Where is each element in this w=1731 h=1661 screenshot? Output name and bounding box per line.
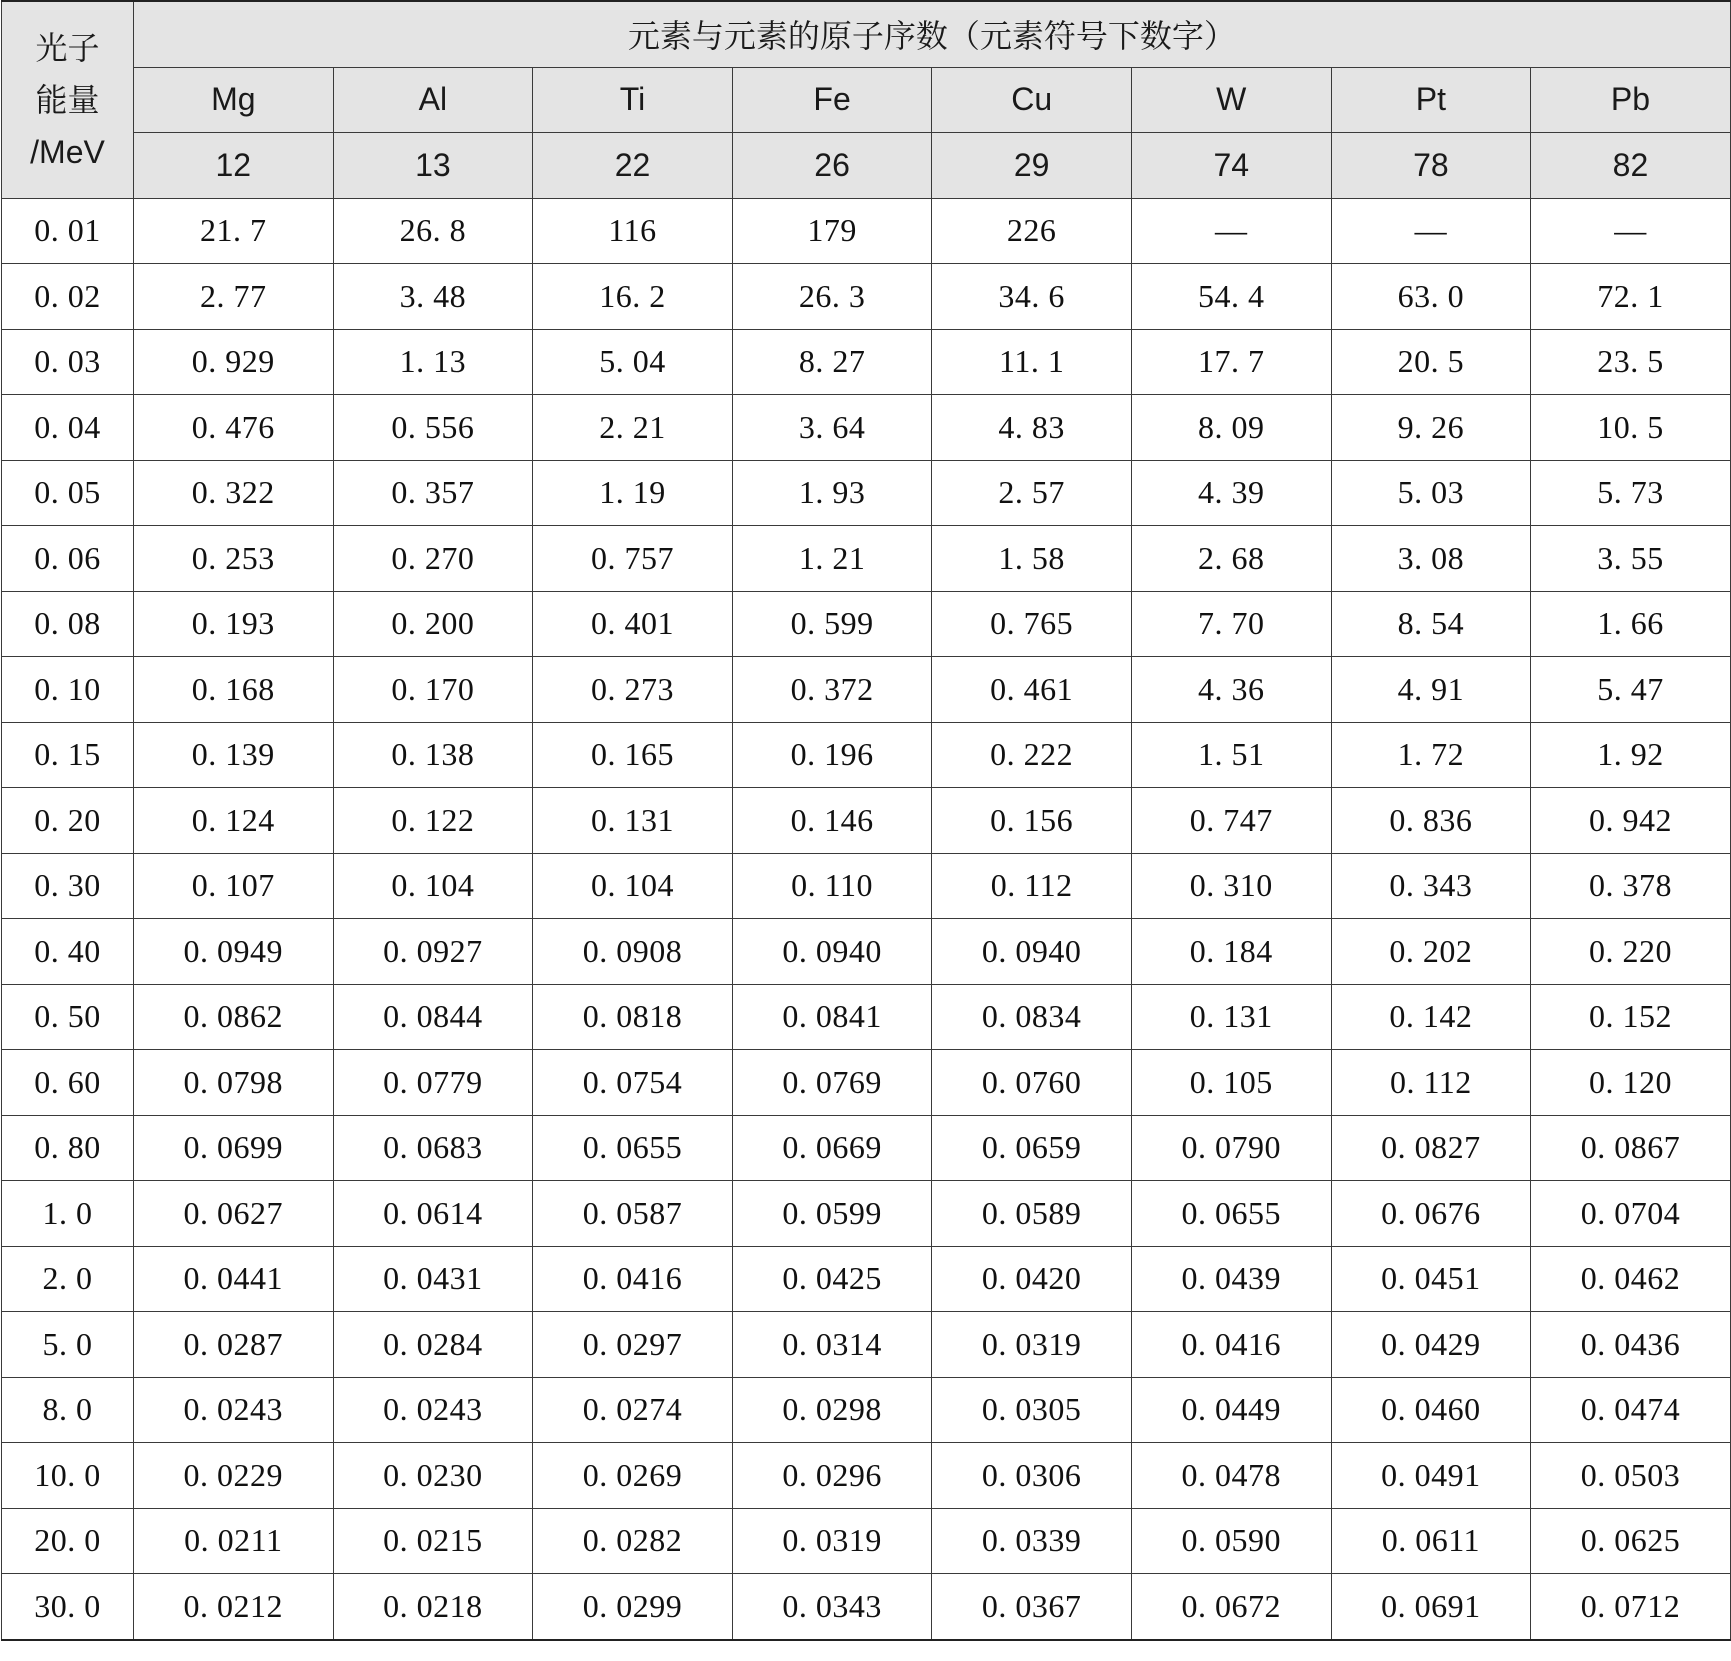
value-cell: 0. 0425 [732,1246,932,1312]
value-cell: 1. 93 [732,460,932,526]
table-row [2,460,1731,526]
value-cell: 0. 0927 [333,919,533,985]
value-cell: 0. 0319 [732,1508,932,1574]
value-cell: — [1531,198,1731,264]
photon-energy-cell: 0. 04 [2,395,134,461]
value-cell: 8. 27 [732,329,932,395]
header-row-symbols [2,67,1731,133]
photon-energy-cell: 8. 0 [2,1377,134,1443]
value-cell: 0. 0451 [1331,1246,1531,1312]
value-cell: 1. 58 [932,526,1132,592]
value-cell: 20. 5 [1331,329,1531,395]
value-cell: 1. 66 [1531,591,1731,657]
table-row [2,1508,1731,1574]
value-cell: 0. 131 [1131,984,1331,1050]
atomic-number: 26 [732,133,932,199]
value-cell: 0. 139 [134,722,334,788]
value-cell: 72. 1 [1531,264,1731,330]
atomic-number: 13 [333,133,533,199]
value-cell: 0. 0319 [932,1312,1132,1378]
value-cell: 0. 0699 [134,1115,334,1181]
table-row [2,1246,1731,1312]
element-symbol: Pt [1331,67,1531,133]
photon-energy-header [2,1,134,198]
table-header [2,1,1731,198]
value-cell: 0. 929 [134,329,334,395]
value-cell: 226 [932,198,1132,264]
value-cell: 0. 120 [1531,1050,1731,1116]
table-row [2,395,1731,461]
value-cell: 0. 0940 [932,919,1132,985]
value-cell: 0. 165 [533,722,733,788]
value-cell: 0. 476 [134,395,334,461]
value-cell: 0. 170 [333,657,533,723]
value-cell: 0. 942 [1531,788,1731,854]
value-cell: 0. 757 [533,526,733,592]
value-cell: 0. 0339 [932,1508,1132,1574]
table-row [2,264,1731,330]
value-cell: 1. 19 [533,460,733,526]
value-cell: 0. 0676 [1331,1181,1531,1247]
photon-energy-cell: 0. 05 [2,460,134,526]
value-cell: 0. 0306 [932,1443,1132,1509]
value-cell: 5. 47 [1531,657,1731,723]
value-cell: 0. 0439 [1131,1246,1331,1312]
value-cell: 3. 48 [333,264,533,330]
table-row [2,1443,1731,1509]
value-cell: 0. 0243 [134,1377,334,1443]
value-cell: 0. 0704 [1531,1181,1731,1247]
value-cell: 2. 57 [932,460,1132,526]
table-row [2,919,1731,985]
value-cell: 0. 0218 [333,1574,533,1640]
value-cell: 0. 0672 [1131,1574,1331,1640]
value-cell: 0. 372 [732,657,932,723]
table-row [2,1115,1731,1181]
value-cell: 34. 6 [932,264,1132,330]
value-cell: 0. 124 [134,788,334,854]
photon-energy-cell: 0. 01 [2,198,134,264]
value-cell: 0. 152 [1531,984,1731,1050]
value-cell: 0. 0862 [134,984,334,1050]
value-cell: 0. 765 [932,591,1132,657]
value-cell: 54. 4 [1131,264,1331,330]
table-row [2,1574,1731,1640]
photon-energy-cell: 20. 0 [2,1508,134,1574]
value-cell: 0. 0834 [932,984,1132,1050]
element-symbol: Mg [134,67,334,133]
value-cell: 0. 0274 [533,1377,733,1443]
table-row [2,1312,1731,1378]
value-cell: 0. 0503 [1531,1443,1731,1509]
value-cell: 5. 73 [1531,460,1731,526]
value-cell: 0. 273 [533,657,733,723]
value-cell: 0. 0420 [932,1246,1132,1312]
table-row [2,657,1731,723]
value-cell: 116 [533,198,733,264]
value-cell: 0. 0655 [1131,1181,1331,1247]
value-cell: 0. 0441 [134,1246,334,1312]
table-row [2,591,1731,657]
value-cell: 26. 8 [333,198,533,264]
value-cell: 0. 0416 [533,1246,733,1312]
value-cell: 0. 0827 [1331,1115,1531,1181]
photon-energy-cell: 30. 0 [2,1574,134,1640]
value-cell: 0. 196 [732,722,932,788]
table-row [2,722,1731,788]
element-symbol: Fe [732,67,932,133]
value-cell: 0. 0614 [333,1181,533,1247]
value-cell: 11. 1 [932,329,1132,395]
header-row-group [2,1,1731,67]
value-cell: 0. 461 [932,657,1132,723]
value-cell: 0. 0429 [1331,1312,1531,1378]
element-symbol: Al [333,67,533,133]
photon-energy-cell: 0. 10 [2,657,134,723]
value-cell: 0. 0314 [732,1312,932,1378]
value-cell: 1. 13 [333,329,533,395]
table-row [2,1377,1731,1443]
value-cell: 10. 5 [1531,395,1731,461]
photon-energy-cell: 0. 30 [2,853,134,919]
value-cell: 0. 0655 [533,1115,733,1181]
value-cell: 0. 0431 [333,1246,533,1312]
value-cell: 0. 168 [134,657,334,723]
value-cell: 0. 0367 [932,1574,1132,1640]
value-cell: 0. 0229 [134,1443,334,1509]
value-cell: 0. 0779 [333,1050,533,1116]
table-row [2,984,1731,1050]
atomic-number: 29 [932,133,1132,199]
table-row [2,1181,1731,1247]
value-cell: 3. 55 [1531,526,1731,592]
value-cell: 179 [732,198,932,264]
value-cell: 0. 0460 [1331,1377,1531,1443]
value-cell: 0. 112 [1331,1050,1531,1116]
corner-line: 能量 [35,81,100,118]
value-cell: 0. 0769 [732,1050,932,1116]
element-symbol: Cu [932,67,1132,133]
value-cell: — [1331,198,1531,264]
value-cell: 0. 0299 [533,1574,733,1640]
value-cell: 63. 0 [1331,264,1531,330]
value-cell: 0. 0683 [333,1115,533,1181]
photon-energy-cell: 0. 03 [2,329,134,395]
value-cell: 0. 142 [1331,984,1531,1050]
corner-line: /MeV [30,133,105,170]
value-cell: 0. 0416 [1131,1312,1331,1378]
value-cell: 0. 0798 [134,1050,334,1116]
photon-energy-cell: 0. 08 [2,591,134,657]
value-cell: 4. 39 [1131,460,1331,526]
value-cell: 0. 0754 [533,1050,733,1116]
element-symbol: W [1131,67,1331,133]
value-cell: 0. 0949 [134,919,334,985]
value-cell: 0. 0589 [932,1181,1132,1247]
element-symbol: Pb [1531,67,1731,133]
value-cell: 0. 112 [932,853,1132,919]
value-cell: 0. 0659 [932,1115,1132,1181]
value-cell: 0. 156 [932,788,1132,854]
value-cell: 0. 0243 [333,1377,533,1443]
value-cell: 0. 0211 [134,1508,334,1574]
value-cell: 7. 70 [1131,591,1331,657]
table-row [2,198,1731,264]
value-cell: 0. 0282 [533,1508,733,1574]
value-cell: 0. 0587 [533,1181,733,1247]
photon-energy-cell: 2. 0 [2,1246,134,1312]
value-cell: 0. 131 [533,788,733,854]
value-cell: 0. 310 [1131,853,1331,919]
value-cell: 0. 193 [134,591,334,657]
value-cell: 0. 110 [732,853,932,919]
atomic-number: 82 [1531,133,1731,199]
value-cell: 4. 91 [1331,657,1531,723]
element-group-header: 元素与元素的原子序数（元素符号下数字） [134,1,1731,67]
value-cell: 0. 184 [1131,919,1331,985]
value-cell: 0. 0305 [932,1377,1132,1443]
value-cell: 0. 0940 [732,919,932,985]
value-cell: 0. 0478 [1131,1443,1331,1509]
value-cell: 4. 83 [932,395,1132,461]
value-cell: 0. 599 [732,591,932,657]
value-cell: 0. 104 [333,853,533,919]
header-row-atomic-numbers [2,133,1731,199]
corner-line: 光子 [35,29,100,66]
element-symbol: Ti [533,67,733,133]
attenuation-coefficient-table [1,0,1731,1641]
value-cell: 0. 343 [1331,853,1531,919]
value-cell: 0. 378 [1531,853,1731,919]
value-cell: 0. 0230 [333,1443,533,1509]
value-cell: 0. 0691 [1331,1574,1531,1640]
table-body [2,198,1731,1640]
table-row [2,329,1731,395]
value-cell: 0. 556 [333,395,533,461]
value-cell: — [1131,198,1331,264]
value-cell: 5. 03 [1331,460,1531,526]
photon-energy-cell: 1. 0 [2,1181,134,1247]
value-cell: 0. 0491 [1331,1443,1531,1509]
value-cell: 4. 36 [1131,657,1331,723]
value-cell: 8. 09 [1131,395,1331,461]
value-cell: 0. 0844 [333,984,533,1050]
value-cell: 0. 0627 [134,1181,334,1247]
atomic-number: 12 [134,133,334,199]
value-cell: 2. 77 [134,264,334,330]
value-cell: 0. 322 [134,460,334,526]
value-cell: 8. 54 [1331,591,1531,657]
photon-energy-cell: 5. 0 [2,1312,134,1378]
value-cell: 0. 0287 [134,1312,334,1378]
value-cell: 0. 0841 [732,984,932,1050]
value-cell: 0. 222 [932,722,1132,788]
value-cell: 0. 146 [732,788,932,854]
value-cell: 0. 122 [333,788,533,854]
value-cell: 3. 08 [1331,526,1531,592]
value-cell: 0. 253 [134,526,334,592]
value-cell: 23. 5 [1531,329,1731,395]
value-cell: 0. 270 [333,526,533,592]
value-cell: 0. 0284 [333,1312,533,1378]
value-cell: 0. 0462 [1531,1246,1731,1312]
value-cell: 0. 138 [333,722,533,788]
value-cell: 0. 0269 [533,1443,733,1509]
value-cell: 1. 92 [1531,722,1731,788]
value-cell: 0. 0212 [134,1574,334,1640]
table-row [2,853,1731,919]
value-cell: 0. 0611 [1331,1508,1531,1574]
atomic-number: 74 [1131,133,1331,199]
value-cell: 0. 107 [134,853,334,919]
value-cell: 1. 72 [1331,722,1531,788]
value-cell: 17. 7 [1131,329,1331,395]
value-cell: 9. 26 [1331,395,1531,461]
photon-energy-cell: 0. 06 [2,526,134,592]
photon-energy-cell: 0. 50 [2,984,134,1050]
value-cell: 0. 0298 [732,1377,932,1443]
value-cell: 0. 0908 [533,919,733,985]
table-row [2,1050,1731,1116]
value-cell: 0. 200 [333,591,533,657]
atomic-number: 78 [1331,133,1531,199]
value-cell: 5. 04 [533,329,733,395]
value-cell: 0. 357 [333,460,533,526]
table-row [2,526,1731,592]
value-cell: 0. 105 [1131,1050,1331,1116]
atomic-number: 22 [533,133,733,199]
value-cell: 0. 0760 [932,1050,1132,1116]
value-cell: 0. 0215 [333,1508,533,1574]
value-cell: 0. 0625 [1531,1508,1731,1574]
value-cell: 0. 0669 [732,1115,932,1181]
photon-energy-cell: 0. 20 [2,788,134,854]
photon-energy-cell: 0. 60 [2,1050,134,1116]
value-cell: 0. 0297 [533,1312,733,1378]
value-cell: 0. 0790 [1131,1115,1331,1181]
value-cell: 0. 836 [1331,788,1531,854]
value-cell: 16. 2 [533,264,733,330]
value-cell: 0. 220 [1531,919,1731,985]
value-cell: 21. 7 [134,198,334,264]
photon-energy-cell: 0. 15 [2,722,134,788]
value-cell: 0. 0867 [1531,1115,1731,1181]
value-cell: 1. 51 [1131,722,1331,788]
value-cell: 0. 0712 [1531,1574,1731,1640]
value-cell: 0. 0590 [1131,1508,1331,1574]
value-cell: 0. 0599 [732,1181,932,1247]
value-cell: 0. 0449 [1131,1377,1331,1443]
table-row [2,788,1731,854]
value-cell: 2. 21 [533,395,733,461]
value-cell: 0. 0296 [732,1443,932,1509]
photon-energy-cell: 10. 0 [2,1443,134,1509]
value-cell: 0. 401 [533,591,733,657]
photon-energy-cell: 0. 80 [2,1115,134,1181]
photon-energy-cell: 0. 40 [2,919,134,985]
value-cell: 0. 747 [1131,788,1331,854]
value-cell: 0. 0343 [732,1574,932,1640]
value-cell: 0. 202 [1331,919,1531,985]
value-cell: 1. 21 [732,526,932,592]
value-cell: 0. 0474 [1531,1377,1731,1443]
value-cell: 0. 0818 [533,984,733,1050]
value-cell: 2. 68 [1131,526,1331,592]
value-cell: 26. 3 [732,264,932,330]
photon-energy-cell: 0. 02 [2,264,134,330]
value-cell: 0. 104 [533,853,733,919]
value-cell: 3. 64 [732,395,932,461]
value-cell: 0. 0436 [1531,1312,1731,1378]
